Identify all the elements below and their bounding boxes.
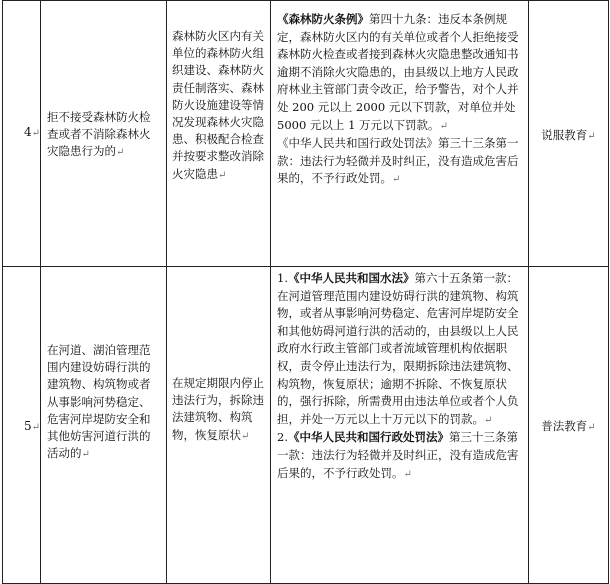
column-divider [40, 0, 41, 584]
violation-description: 拒不接受森林防火检查或者不消除森林火灾隐患行为的↵ [47, 110, 151, 159]
row-number: 5↵ [23, 419, 40, 433]
legal-basis [271, 11, 528, 189]
row-divider [2, 0, 608, 1]
education-measure: 说服教育↵ [541, 128, 596, 142]
legal-clause: 2.《中华人民共和国行政处罚法》第三十三条第一款：违法行为轻微并及时纠正，没有造成危害后果的，不予行政处罚。↵ [277, 430, 519, 480]
legal-basis [271, 270, 528, 483]
legal-clause: 《中华人民共和国行政处罚法》第三十三条第一款：违法行为轻微并及时纠正，没有造成危害后果的，不予行政处罚。↵ [277, 136, 519, 186]
column-divider [528, 0, 529, 584]
correction-condition: 在规定期限内停止违法行为，拆除违法建筑物、构筑物，恢复原状↵ [172, 376, 264, 442]
table-border-left [2, 0, 3, 584]
correction-condition: 森林防火区内有关单位的森林防火组织建设、森林防火责任制落实、森林防火设施建设等情况发现森林火灾隐患、积极配合检查并按要求整改消除火灾隐患↵ [172, 29, 264, 181]
table-border-right [608, 0, 609, 584]
legal-clause: 1.《中华人民共和国水法》第六十五条第一款：在河道管理范围内建设妨碍行洪的建筑物、构筑物，或者从事影响河势稳定、危害河岸堤防安全和其他妨碍河道行洪的活动的，由县级以上人民政府水行政主管部门或者流域管理机构依据职权，责令停止违法行为，限期拆除违法建筑物、构筑物，恢复原状；逾期不拆除、不恢复原状的，强行拆除，所需费用由违法单位或者个人负担，并处一万元以上十万元以下的罚款。↵ [277, 271, 519, 426]
legal-clause: 《森林防火条例》第四十九条：违反本条例规定，森林防火区内的有关单位或者个人拒绝接受森林防火检查或者接到森林火灾隐患整改通知书逾期不消除火灾隐患的，由县级以上地方人民政府林业主管部门责令改正，给予警告，对个人并处 200 元以上 2000 元以下罚款，对单位并处 5000 元以上 1 万元以下罚款。↵ [277, 12, 519, 132]
education-measure: 普法教育↵ [541, 419, 596, 433]
row-divider [2, 266, 608, 267]
violation-description: 在河道、湖泊管理范围内建设妨碍行洪的建筑物、构筑物或者从事影响河势稳定、危害河岸堤防安全和其他妨害河道行洪的活动的↵ [47, 343, 151, 461]
row-number: 4↵ [23, 125, 40, 139]
